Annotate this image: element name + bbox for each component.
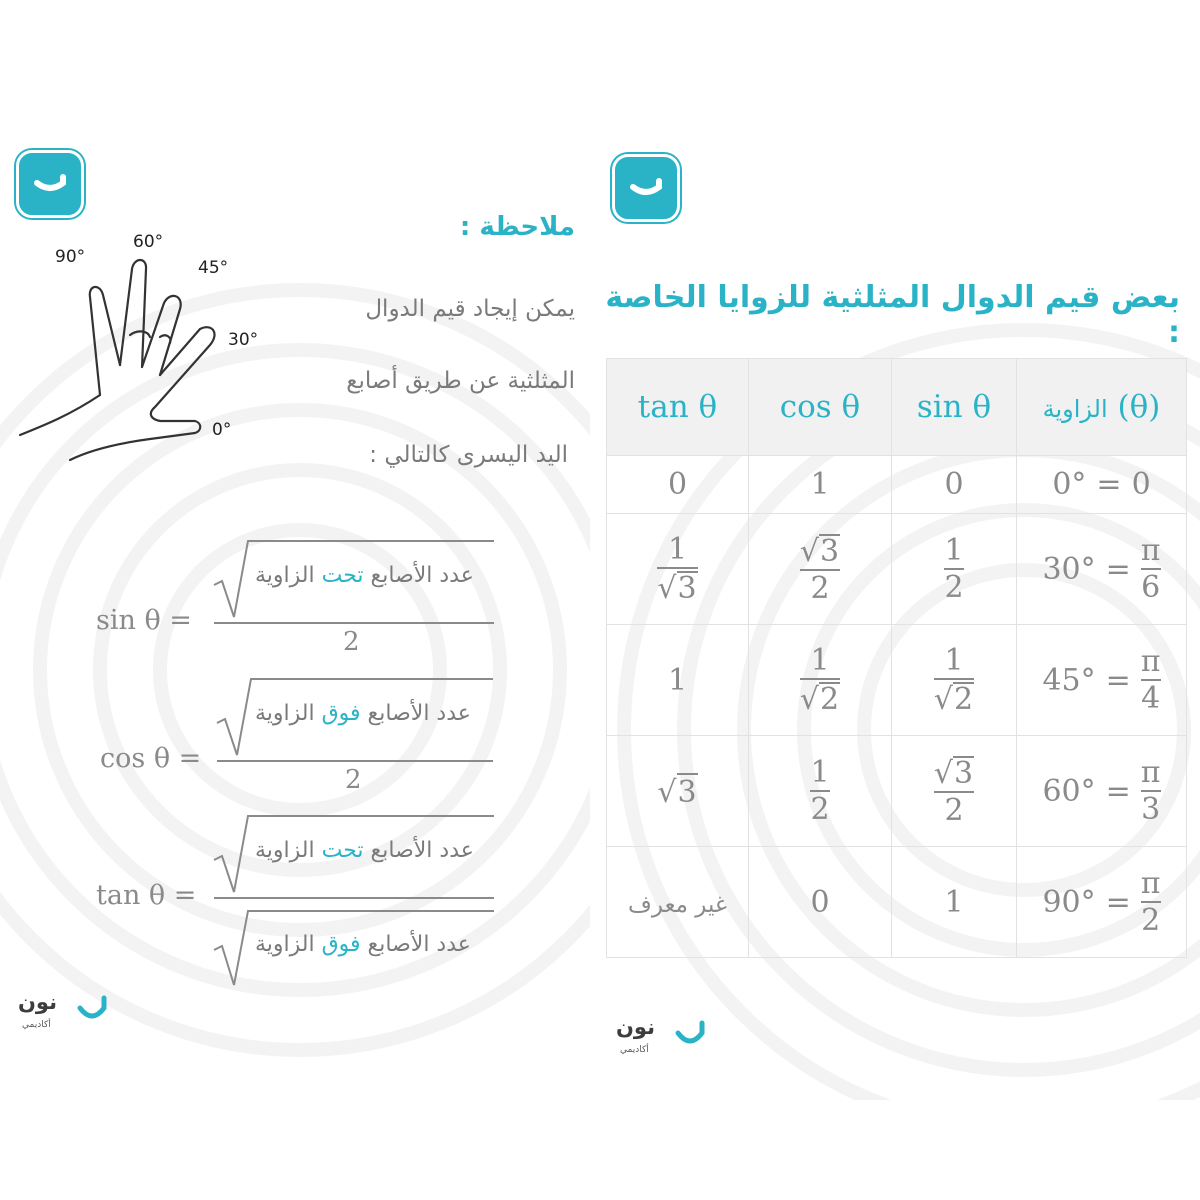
frac-num: 1 [810,754,830,790]
den-highlight: فوق [321,932,361,957]
table-title: بعض قيم الدوال المثلثية للزوايا الخاصة : [605,280,1180,350]
den-text: الزاوية [255,932,322,957]
brand-mark-icon [76,992,108,1026]
angle-deg: 0° [1052,467,1087,502]
num-highlight: تحت [321,838,364,863]
cell-tan-30: 1 √ 3 [607,514,749,625]
frac-num: π [1140,754,1161,790]
finger-label-30: 30° [228,330,259,350]
finger-label-60: 60° [133,232,164,252]
cell-tan-60: √ 3 [607,736,749,847]
brand-name: نون [616,1015,655,1039]
header-sin: sin θ [892,359,1017,456]
note-title: ملاحظة : [459,212,575,242]
note-line-3: اليد اليسرى كالتالي : [369,442,568,468]
note-line-1: يمكن إيجاد قيم الدوال [365,296,575,322]
cell-cos-90: 0 [749,847,892,958]
noon-logo-icon [615,157,677,219]
cell-tan-90 [607,847,749,958]
brand-mark-icon [674,1017,706,1051]
note-line-2: المثلثية عن طريق أصابع [346,368,575,394]
table-row [607,847,1187,958]
cell-cos-30: √ 3 2 [749,514,892,625]
frac-num: 1 [944,642,964,678]
sin-label: sin θ = [96,605,192,636]
frac-den: 6 [1141,570,1161,605]
right-card [604,110,1200,1100]
frac-num: π [1140,532,1161,568]
header-angle [1017,359,1187,456]
cell-angle-60: 60° = $\frac{\pi}{3}$ [1017,736,1187,847]
num-text: الزاوية [255,838,322,863]
finger-label-45: 45° [198,258,229,278]
noon-logo-icon [19,153,81,215]
finger-label-0: 0° [212,420,232,440]
cell-angle-90: 90° = $\frac{\pi}{2}$ [1017,847,1187,958]
frac-num: π [1140,643,1161,679]
table-row [607,736,1187,847]
tan-numerator [255,838,474,863]
angle-deg: 60° [1042,773,1096,809]
table-header-row [607,359,1187,456]
header-tan: tan θ [607,359,749,456]
sin-formula [0,535,590,665]
header-angle-label: الزاوية [1042,395,1108,423]
num-text: عدد الأصابع [360,701,471,726]
den-text: عدد الأصابع [360,932,471,957]
cell-sin-30 [892,514,1017,625]
cell-sin-90: 1 [892,847,1017,958]
cell-sin-0: 0 [892,456,1017,514]
cos-formula [0,673,590,803]
frac-den: 2 [954,682,974,717]
tan-label: tan θ = [96,880,197,911]
cell-tan-0: 0 [607,456,749,514]
cell-tan-45: 1 [607,625,749,736]
brand-subtitle: أكاديمي [22,1020,51,1030]
logo-badge [612,154,680,222]
frac-num: 3 [820,533,840,569]
brand-subtitle: أكاديمي [620,1045,649,1055]
frac-den: 2 [944,570,964,605]
num-text: الزاوية [255,563,322,588]
frac-num: 3 [954,755,974,791]
cell-cos-45: 1 √ 2 [749,625,892,736]
angle-deg: 45° [1042,662,1096,698]
cell-angle-45: 45° = $\frac{\pi}{4}$ [1017,625,1187,736]
sin-denominator: 2 [343,627,360,657]
table-row [607,625,1187,736]
angle-deg: 90° [1042,884,1096,920]
trig-values-table [606,358,1187,958]
brand-name: نون [18,990,57,1014]
cell-cos-60 [749,736,892,847]
sin-numerator [255,563,474,588]
frac-den: 3 [1141,792,1161,827]
header-angle-symbol: (θ) [1117,389,1161,425]
cell-sin-60: √ 3 2 [892,736,1017,847]
angle-rad: 0 [1131,467,1151,502]
frac-num: π [1140,865,1161,901]
tan-denominator [255,932,471,957]
finger-label-90: 90° [55,247,86,267]
tan-formula [0,810,590,1000]
num-text: الزاوية [255,701,322,726]
table-row [607,514,1187,625]
frac-den: 2 [810,571,830,606]
frac-den: 3 [677,571,697,606]
cell-cos-0: 1 [749,456,892,514]
num-highlight: تحت [321,563,364,588]
frac-den: 2 [944,793,964,828]
header-cos: cos θ [749,359,892,456]
num-highlight: فوق [321,701,361,726]
frac-den: 4 [1141,681,1161,716]
brand-logo [18,990,118,1040]
cos-denominator: 2 [345,765,362,795]
logo-badge [16,150,84,218]
frac-den: 2 [1141,903,1161,938]
num-text: عدد الأصابع [363,563,474,588]
cell-angle-0: 0° = 0 [1017,456,1187,514]
table-row [607,456,1187,514]
cell-angle-30: 30° = $\frac{\pi}{6}$ [1017,514,1187,625]
frac-num: 1 [810,642,830,678]
frac-den: 2 [810,792,830,827]
frac-num: 1 [944,532,964,568]
undefined-text: غير معرف [628,891,727,918]
left-card [0,110,590,1100]
brand-logo [616,1015,716,1065]
sqrt-value: 3 [677,774,697,810]
cos-numerator [255,701,471,726]
frac-den: 2 [820,682,840,717]
cell-sin-45: 1 √ 2 [892,625,1017,736]
num-text: عدد الأصابع [363,838,474,863]
frac-num: 1 [667,531,688,567]
angle-deg: 30° [1042,551,1096,587]
cos-label: cos θ = [100,743,202,774]
